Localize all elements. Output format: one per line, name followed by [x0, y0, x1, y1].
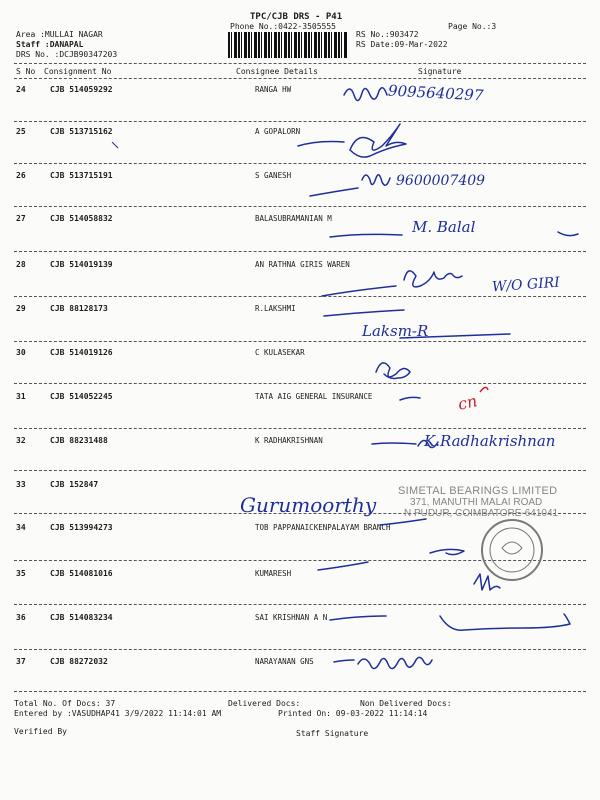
row-sno: 36 — [16, 613, 26, 622]
col-consignment: Consignment No — [44, 67, 112, 76]
handwritten-name-29: Laksm-R — [362, 322, 429, 340]
row-consignment: CJB 88128173 — [50, 304, 108, 313]
row-consignment: CJB 514058832 — [50, 214, 113, 223]
row-consignment: CJB 513994273 — [50, 523, 113, 532]
staff-label: Staff :DANAPAL — [16, 40, 84, 49]
row-consignee: AN RATHNA GIRIS WAREN — [255, 260, 350, 269]
row-consignee: BALASUBRAMANIAN M — [255, 214, 332, 223]
page-number: Page No.:3 — [448, 22, 497, 31]
row-consignment: CJB 514083234 — [50, 613, 113, 622]
row-consignment: CJB 514052245 — [50, 392, 113, 401]
signature-25 — [350, 124, 406, 157]
ink-stroke — [318, 562, 368, 570]
non-delivered-docs: Non Delivered Docs: — [360, 699, 452, 708]
rs-date: RS Date:09-Mar-2022 — [356, 40, 448, 49]
row-consignee: S GANESH — [255, 171, 292, 180]
signature-26 — [362, 175, 390, 185]
ink-stroke — [372, 443, 416, 444]
handwritten-name-32: K.Radhakrishnan — [424, 432, 556, 450]
row-sno: 34 — [16, 523, 26, 532]
row-consignee: C KULASEKAR — [255, 348, 305, 357]
row-consignee: K RADHAKRISHNAN — [255, 436, 323, 445]
printed-on: Printed On: 09-03-2022 11:14:14 — [278, 709, 428, 718]
row-sno: 28 — [16, 260, 26, 269]
handwritten-note-28: W/O GIRI — [491, 274, 561, 296]
row-consignee: TATA AIG GENERAL INSURANCE — [255, 392, 373, 401]
row-consignment: CJB 88231488 — [50, 436, 108, 445]
row-consignment: CJB 514081016 — [50, 569, 113, 578]
company-seal-icon — [482, 520, 542, 580]
ink-stroke — [380, 519, 426, 525]
ink-stroke — [330, 616, 386, 620]
row-sno: 37 — [16, 657, 26, 666]
row-consignee: A GOPALORN — [255, 127, 301, 136]
ink-stroke — [322, 286, 396, 296]
row-sno: 33 — [16, 480, 26, 489]
row-consignee: KUMARESH — [255, 569, 292, 578]
total-docs: Total No. Of Docs: 37 — [14, 699, 116, 708]
row-consignee: NARAYANAN GNS — [255, 657, 314, 666]
ink-stroke — [310, 188, 358, 196]
stamp-company-name: SIMETAL BEARINGS LIMITED — [398, 485, 558, 497]
handwritten-note-31: cn — [456, 391, 479, 414]
red-tick-mark — [480, 387, 488, 392]
row-consignment: CJB 88272032 — [50, 657, 108, 666]
signature-28 — [404, 271, 462, 287]
signature-24 — [344, 88, 387, 101]
col-sno: S No — [16, 67, 36, 76]
row-sno: 26 — [16, 171, 26, 180]
stamp-address-line: 371, MANUTHI MALAI ROAD — [410, 497, 543, 508]
verified-by: Verified By — [14, 727, 67, 736]
stamp-city-line: N PUDUR, COIMBATORE-641041 — [404, 508, 559, 519]
row-consignment: CJB 513715191 — [50, 171, 113, 180]
ink-dot — [112, 142, 118, 148]
ink-stroke — [400, 397, 420, 400]
drs-number: DRS No. :DCJB90347203 — [16, 50, 118, 59]
row-consignee: RANGA HW — [255, 85, 292, 94]
col-signature: Signature — [418, 67, 462, 76]
handwritten-name-27: M. Balal — [412, 218, 476, 236]
delivered-docs: Delivered Docs: — [228, 699, 301, 708]
row-sno: 24 — [16, 85, 26, 94]
signature-32 — [418, 440, 438, 447]
row-consignment: CJB 514059292 — [50, 85, 113, 94]
row-consignee: TOB PAPPANAICKENPALAYAM BRANCH — [255, 523, 391, 532]
handwritten-phone-24: 9095640297 — [387, 81, 484, 105]
ink-stroke — [330, 234, 402, 237]
col-consignee: Consignee Details — [236, 67, 318, 76]
handwritten-name-33: Gurumoorthy — [240, 493, 377, 517]
signature-37 — [358, 657, 432, 668]
doc-title: TPC/CJB DRS - P41 — [250, 12, 343, 22]
row-consignment: CJB 152847 — [50, 480, 99, 489]
row-sno: 29 — [16, 304, 26, 313]
row-sno: 27 — [16, 214, 26, 223]
signature-30 — [376, 363, 410, 379]
ink-stroke — [400, 334, 510, 338]
row-sno: 25 — [16, 127, 26, 136]
signature-36 — [440, 614, 570, 630]
area-label: Area :MULLAI NAGAR — [16, 30, 103, 39]
row-sno: 32 — [16, 436, 26, 445]
ink-stroke — [558, 232, 578, 236]
row-consignee: SAI KRISHNAN A N — [255, 613, 328, 622]
ink-stroke — [298, 142, 344, 147]
phone-number: Phone No.:0422-3505555 — [230, 22, 336, 31]
ink-stroke — [430, 549, 464, 554]
staff-signature-label: Staff Signature — [296, 729, 369, 738]
handwritten-phone-26: 9600007409 — [396, 173, 486, 189]
row-consignment: CJB 514019139 — [50, 260, 113, 269]
row-consignment: CJB 513715162 — [50, 127, 113, 136]
ink-stroke — [324, 310, 404, 316]
row-consignee: R.LAKSHMI — [255, 304, 296, 313]
row-sno: 31 — [16, 392, 26, 401]
rs-number: RS No.:903472 — [356, 30, 419, 39]
row-sno: 30 — [16, 348, 26, 357]
row-sno: 35 — [16, 569, 26, 578]
ink-stroke — [334, 660, 354, 662]
entered-by: Entered by :VASUDHAP41 3/9/2022 11:14:01 AM — [14, 709, 222, 718]
row-consignment: CJB 514019126 — [50, 348, 113, 357]
